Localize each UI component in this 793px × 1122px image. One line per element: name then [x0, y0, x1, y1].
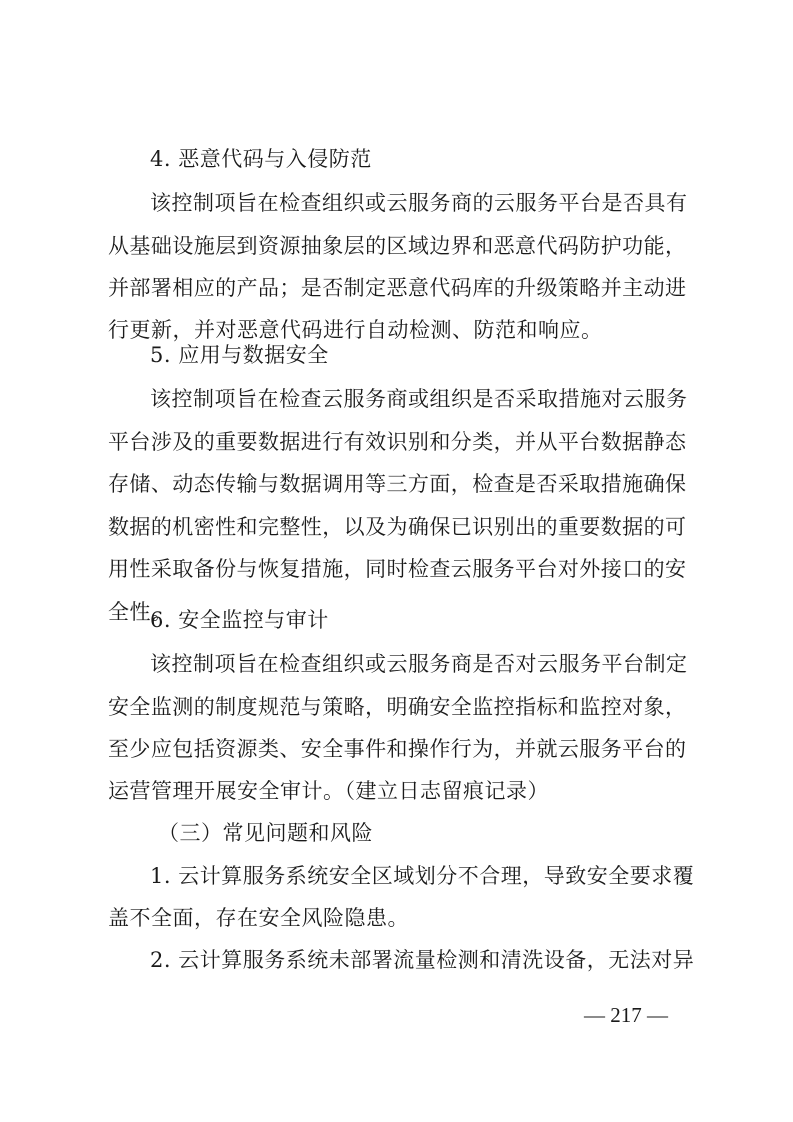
- paragraph-line: 至少应包括资源类、安全事件和操作行为，并就云服务平台的: [108, 737, 686, 761]
- paragraph-line: 数据的机密性和完整性，以及为确保已识别出的重要数据的可: [108, 515, 686, 539]
- section-4-heading: 4. 恶意代码与入侵防范: [150, 147, 372, 171]
- list-item-line: 2. 云计算服务系统未部署流量检测和清洗设备，无法对异: [150, 948, 695, 972]
- paragraph-line: 从基础设施层到资源抽象层的区域边界和恶意代码防护功能，: [108, 234, 686, 258]
- paragraph-line: 该控制项旨在检查组织或云服务商的云服务平台是否具有: [150, 191, 688, 215]
- paragraph-line: 全性。: [108, 600, 173, 624]
- list-item-line: 1. 云计算服务系统安全区域划分不合理，导致安全要求覆: [150, 864, 695, 888]
- paragraph-line: 行更新，并对恶意代码进行自动检测、防范和响应。: [108, 318, 603, 342]
- section-6-heading: 6. 安全监控与审计: [150, 608, 329, 632]
- paragraph-line: 安全监测的制度规范与策略，明确安全监控指标和监控对象，: [108, 695, 686, 719]
- section-5-heading: 5. 应用与数据安全: [150, 343, 329, 367]
- page-number: — 217 —: [584, 1003, 668, 1027]
- paragraph-line: 存储、动态传输与数据调用等三方面，检查是否采取措施确保: [108, 472, 686, 496]
- paragraph-line: 平台涉及的重要数据进行有效识别和分类，并从平台数据静态: [108, 430, 686, 454]
- paragraph-line: 并部署相应的产品；是否制定恶意代码库的升级策略并主动进: [108, 276, 686, 300]
- paragraph-line: 该控制项旨在检查云服务商或组织是否采取措施对云服务: [150, 387, 688, 411]
- paragraph-line: 该控制项旨在检查组织或云服务商是否对云服务平台制定: [150, 652, 688, 676]
- paragraph-line: 运营管理开展安全审计。（建立日志留痕记录）: [108, 779, 549, 803]
- paragraph-line: 用性采取备份与恢复措施，同时检查云服务平台对外接口的安: [108, 557, 686, 581]
- section-common-heading: （三）常见问题和风险: [158, 821, 373, 845]
- list-item-line: 盖不全面，存在安全风险隐患。: [108, 906, 409, 930]
